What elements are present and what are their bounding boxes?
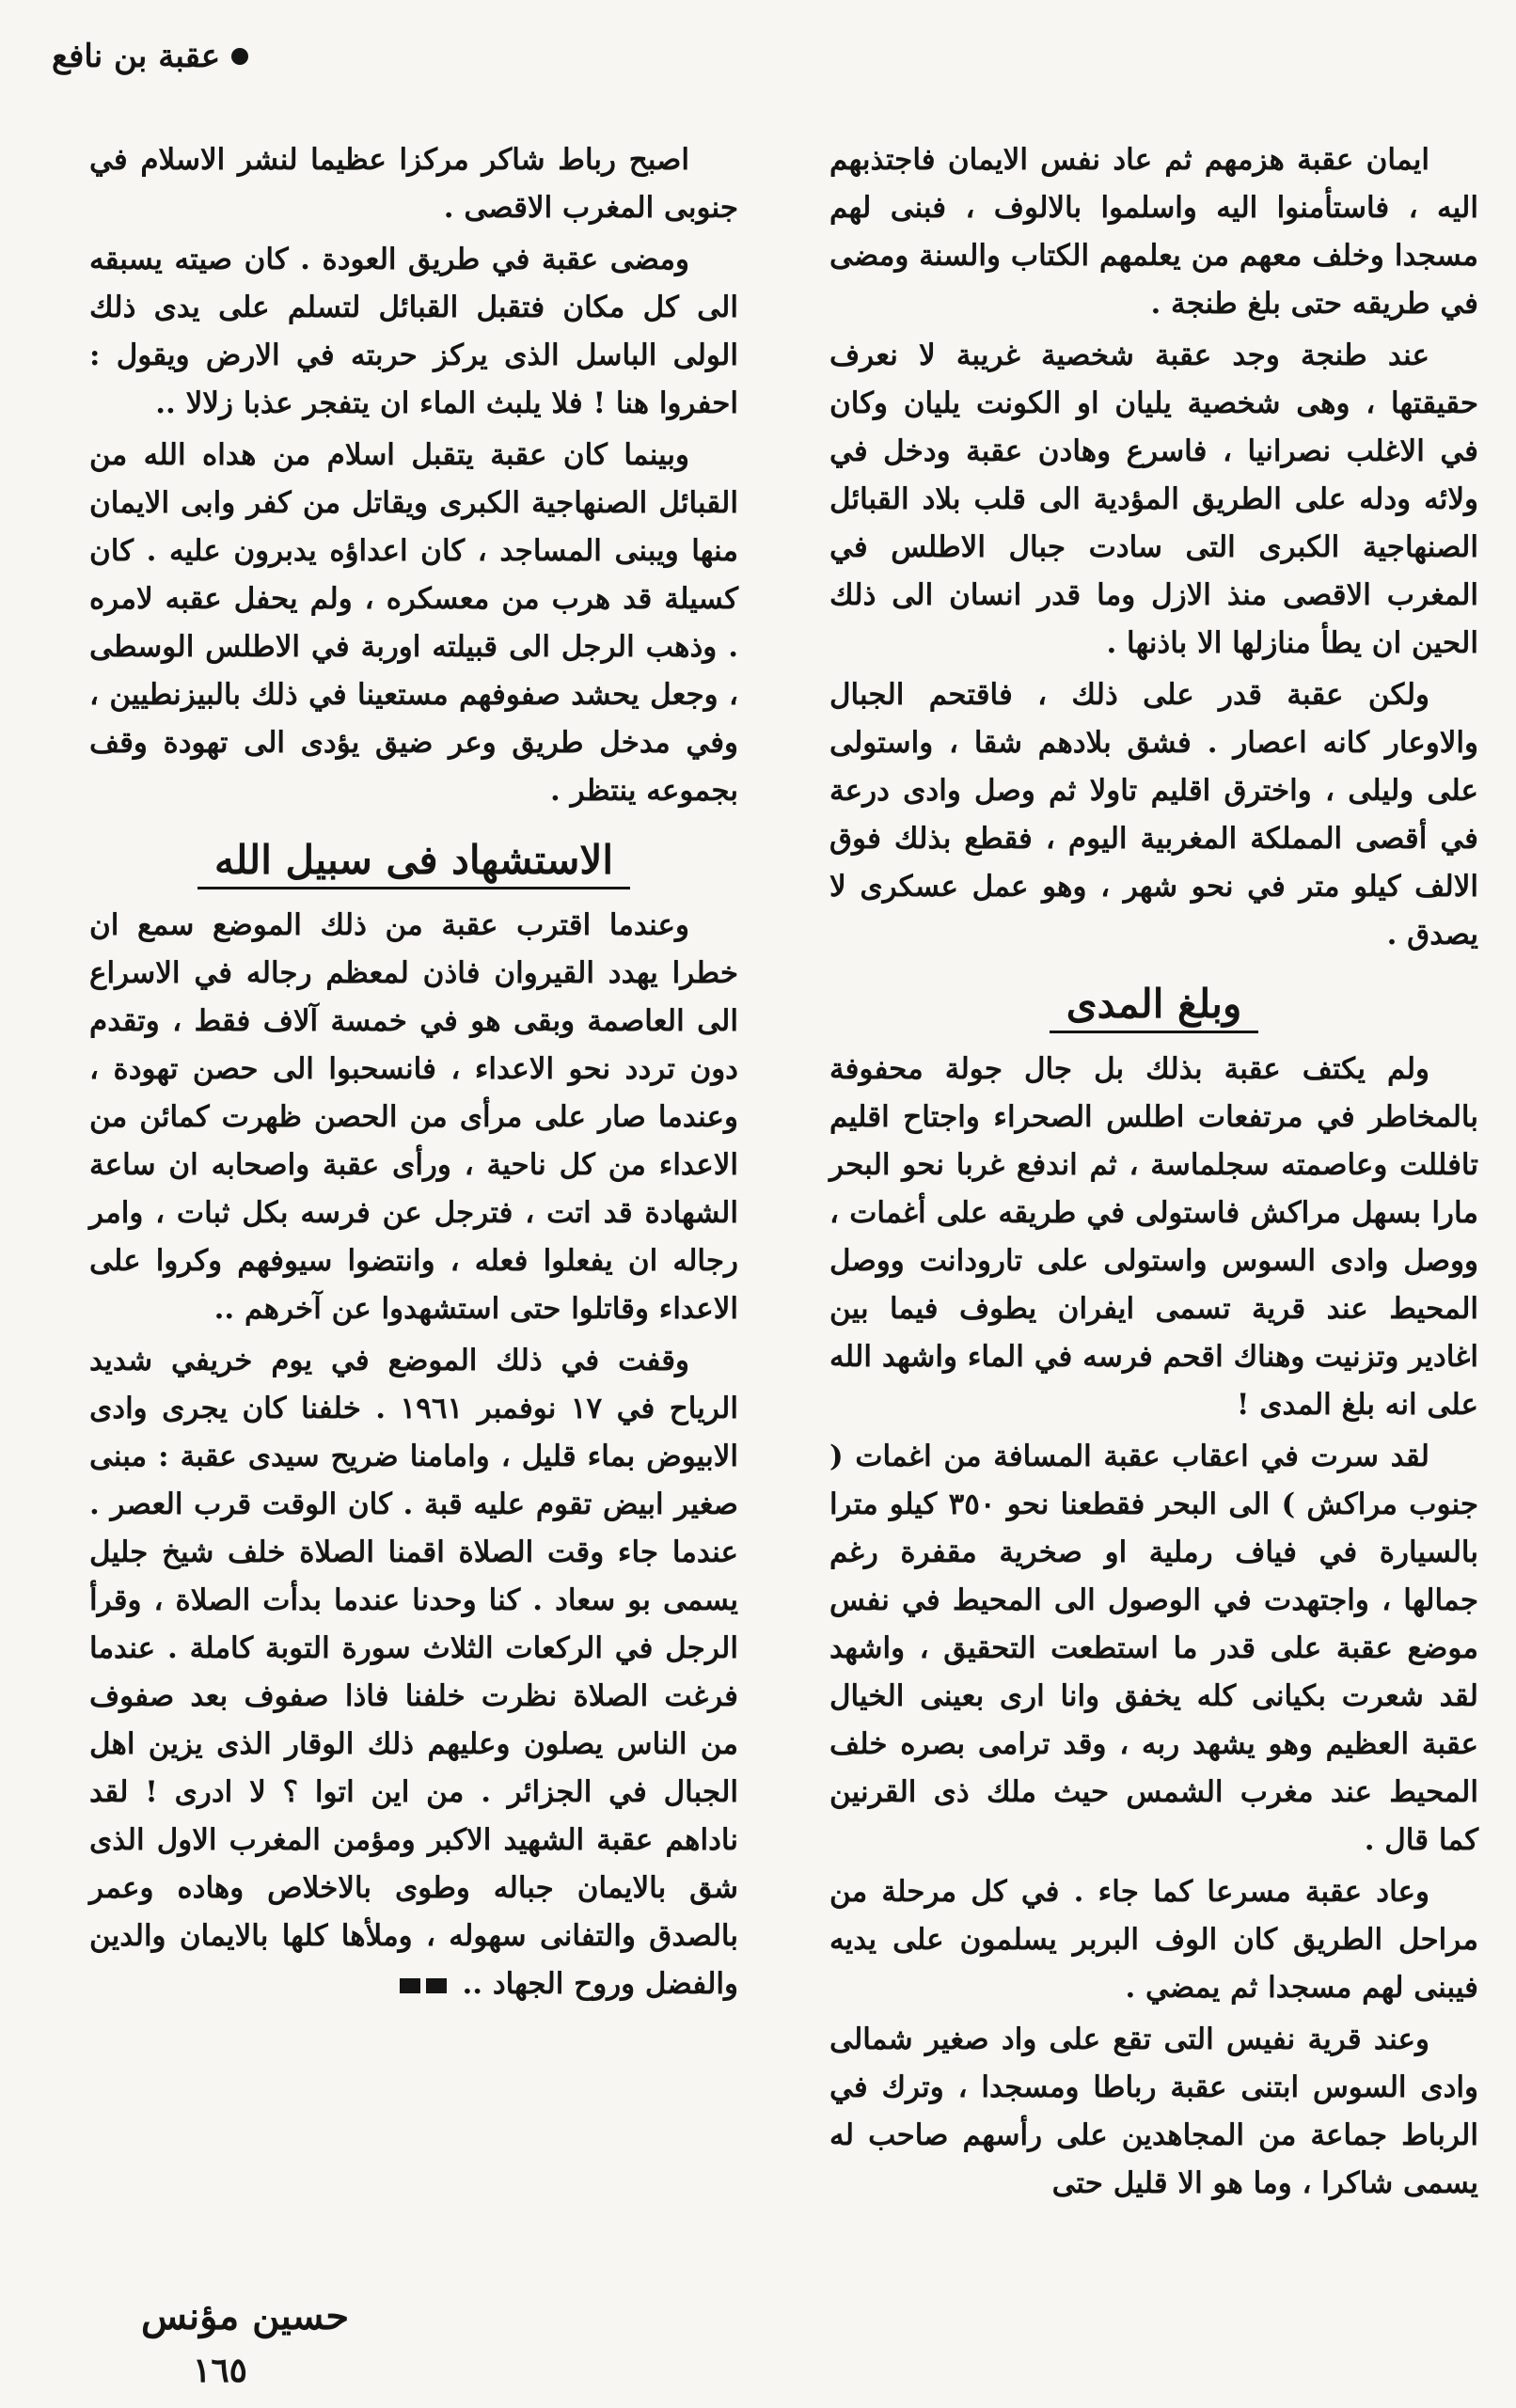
paragraph: وعندما اقترب عقبة من ذلك الموضع سمع ان خطرا يهدد القيروان فاذن لمعظم رجاله في الاسراع الى العاصمة وبقى هو في خمسة آلاف فقط ، وتقدم دون تردد نحو الاعداء ، فانسحبوا الى حصن تهودة ، وعندما صار على مرأى من الحصن ظهرت كمائن من الاعداء من كل ناحية ، ورأى عقبة واصحابه ان ساعة الشهادة قد اتت ، فترجل عن فرسه بكل ثبات ، وامر رجاله ان يفعلوا فعله ، وانتضوا سيوفهم وكروا على الاعداء وقاتلوا حتى استشهدوا عن آخرهم .. <box>89 908 738 1326</box>
paragraph-text: وقفت في ذلك الموضع في يوم خريفي شديد الرياح في ١٧ نوفمبر ١٩٦١ . خلفنا كان يجرى وادى الابيوض بماء قليل ، وامامنا ضريح سيدى عقبة : مبنى صغير ابيض تقوم عليه قبة . كان الوقت قرب العصر . عندما جاء وقت الصلاة اقمنا الصلاة خلف شيخ جليل يسمى بو سعاد . كنا وحدنا عندما بدأت الصلاة ، وقرأ الرجل في الركعات الثلاث سورة التوبة كاملة . عندما فرغت الصلاة نظرت خلفنا فاذا صفوف بعد صفوف من الناس يصلون وعليهم ذلك الوقار الذى يزين اهل الجبال في الجزائر . من اين اتوا ؟ لا ادرى ! لقد ناداهم عقبة الشهيد الاكبر ومؤمن المغرب الاول الذى شق بالايمان جباله وطوى بالاخلاص وهاده وعمر بالصدق والتفانى سهوله ، وملأها كلها بالايمان والدين والفضل وروح الجهاد .. <box>89 1344 738 2001</box>
right-column <box>829 136 1478 2211</box>
section-heading-text: وبلغ المدى <box>1050 981 1259 1033</box>
section-heading <box>829 976 1478 1032</box>
paragraph: ومضى عقبة في طريق العودة . كان صيته يسبقه الى كل مكان فتقبل القبائل لتسلم على يدى ذلك الولى الباسل الذى يركز حربته في الارض ويقول : احفروا هنا ! فلا يلبث الماء ان يتفجر عذبا زلالا .. <box>89 243 738 420</box>
paragraph: اصبح رباط شاكر مركزا عظيما لنشر الاسلام في جنوبى المغرب الاقصى . <box>89 143 738 225</box>
section-heading <box>89 832 738 889</box>
bullet-icon <box>231 48 248 65</box>
paragraph: وبينما كان عقبة يتقبل اسلام من هداه الله من القبائل الصنهاجية الكبرى ويقاتل من كفر وابى الايمان منها ويبنى المساجد ، كان اعداؤه يدبرون عليه . كان كسيلة قد هرب من معسكره ، ولم يحفل عقبه لامره . وذهب الرجل الى قبيلته اوربة في الاطلس الوسطى ، وجعل يحشد صفوفهم مستعينا في ذلك بالبيزنطيين ، وفي مدخل طريق وعر ضيق يؤدى الى تهودة وقف بجموعه ينتظر . <box>89 438 738 808</box>
paragraph: ولكن عقبة قدر على ذلك ، فاقتحم الجبال والاوعار كانه اعصار . فشق بلادهم شقا ، واستولى على وليلى ، واخترق اقليم تاولا ثم وصل وادى درعة في أقصى المملكة المغربية اليوم ، فقطع بذلك فوق الالف كيلو متر في نحو شهر ، وهو عمل عسكرى لا يصدق . <box>829 678 1478 952</box>
running-head-title: عقبة بن نافع <box>52 38 221 75</box>
paragraph: وعند قرية نفيس التى تقع على واد صغير شمالى وادى السوس ابتنى عقبة رباطا ومسجدا ، وترك في الرباط جماعة من المجاهدين على رأسهم صاحب له يسمى شاكرا ، وما هو الا قليل حتى <box>829 2022 1478 2200</box>
end-mark-icon <box>426 1978 447 1993</box>
author-name: حسين مؤنس <box>141 2294 350 2338</box>
paragraph: لقد سرت في اعقاب عقبة المسافة من اغمات ( جنوب مراكش ) الى البحر فقطعنا نحو ٣٥٠ كيلو مترا بالسيارة في فياف رملية او صخرية مقفرة رغم جمالها ، واجتهدت في الوصول الى المحيط في نفس موضع عقبة على قدر ما استطعت التحقيق ، واشهد لقد شعرت بكيانى كله يخفق وانا ارى بعينى الخيال عقبة العظيم وهو يشهد ربه ، وقد ترامى بصره خلف المحيط عند مغرب الشمس حيث ملك ذى القرنين كما قال . <box>829 1440 1478 1857</box>
paragraph: ايمان عقبة هزمهم ثم عاد نفس الايمان فاجتذبهم اليه ، فاستأمنوا اليه واسلموا بالالوف ، فبنى لهم مسجدا وخلف معهم من يعلمهم الكتاب والسنة ومضى في طريقه حتى بلغ طنجة . <box>829 143 1478 321</box>
left-column <box>89 136 738 2012</box>
running-head <box>52 38 248 75</box>
paragraph <box>89 1337 738 2008</box>
paragraph: وعاد عقبة مسرعا كما جاء . في كل مرحلة من مراحل الطريق كان الوف البربر يسلمون على يديه فيبنى لهم مسجدا ثم يمضي . <box>829 1875 1478 2005</box>
page-number: ١٦٥ <box>193 2351 248 2390</box>
end-mark-icon <box>400 1978 420 1993</box>
paragraph: ولم يكتف عقبة بذلك بل جال جولة محفوفة بالمخاطر في مرتفعات اطلس الصحراء واجتاح اقليم تافللت وعاصمته سجلماسة ، ثم اندفع غربا نحو البحر مارا بسهل مراكش فاستولى في طريقه على أغمات ، ووصل وادى السوس واستولى على تارودانت ووصل المحيط عند قرية تسمى ايفران يطوف فيما بين اغادير وتزنيت وهناك اقحم فرسه في الماء واشهد الله على انه بلغ المدى ! <box>829 1052 1478 1422</box>
section-heading-text: الاستشهاد فى سبيل الله <box>197 837 630 889</box>
paragraph: عند طنجة وجد عقبة شخصية غريبة لا نعرف حقيقتها ، وهى شخصية يليان او الكونت يليان وكان في الاغلب نصرانيا ، فاسرع وهادن عقبة ودخل في ولائه ودله على الطريق المؤدية الى قلب بلاد القبائل الصنهاجية الكبرى التى سادت جبال الاطلس في المغرب الاقصى منذ الازل وما قدر انسان الى ذلك الحين ان يطأ منازلها الا باذنها . <box>829 338 1478 660</box>
